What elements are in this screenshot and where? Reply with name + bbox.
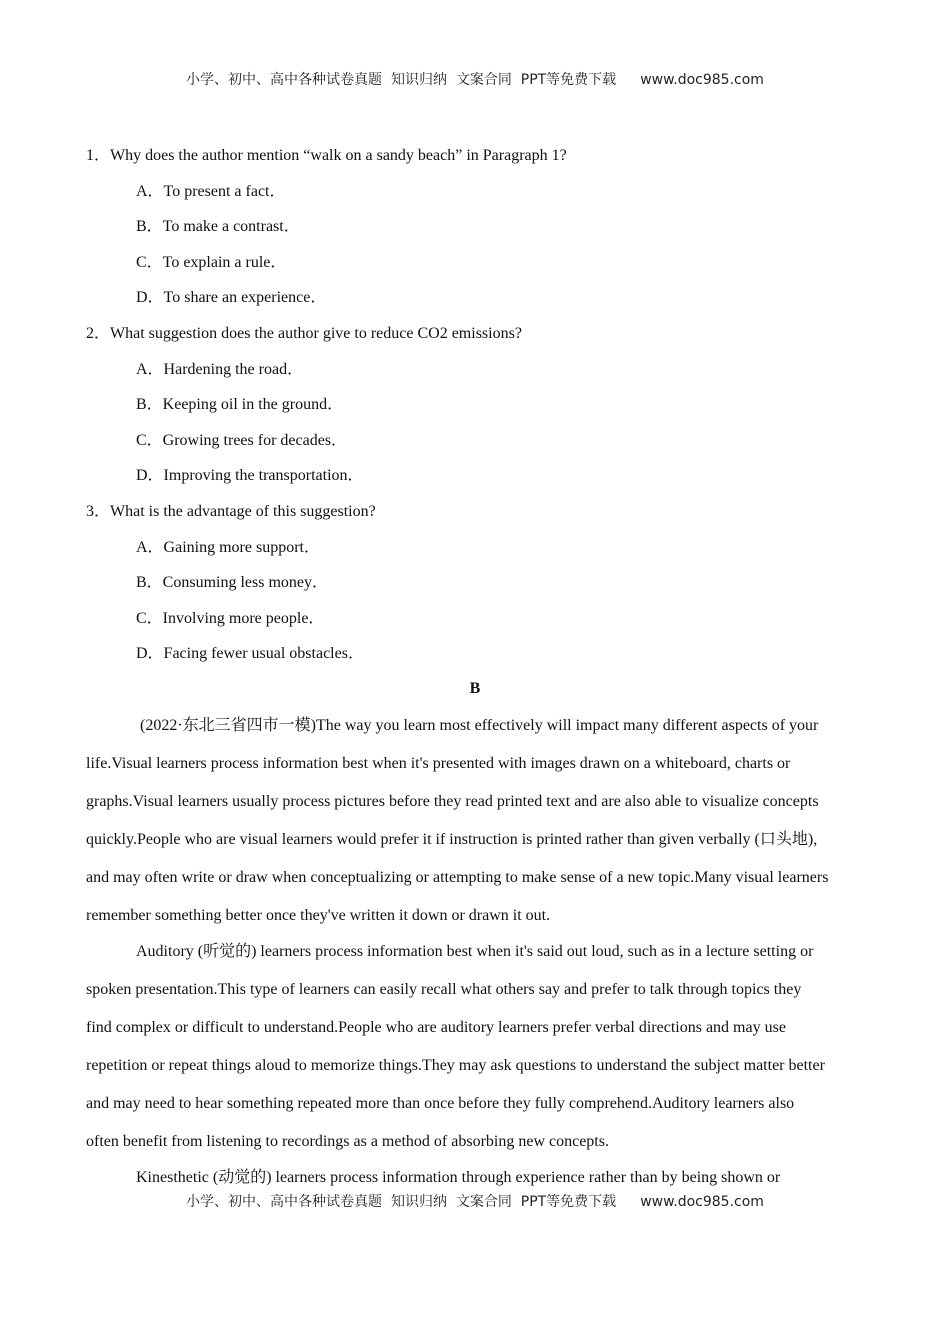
answer-option: D．Improving the transportation． [136, 467, 364, 485]
paragraph-line: and may often write or draw when conceptualizing or attempting to make sense of a new topic.Many visual learners [86, 869, 829, 886]
section-title: B [469, 680, 481, 697]
paragraph [86, 941, 886, 1167]
paragraph-line: Auditory (听觉的) learners process information best when it's said out loud, such as in a lecture setting or [136, 943, 814, 960]
paragraph-line: (2022·东北三省四市一模)The way you learn most effectively will impact many different aspects of your [140, 717, 819, 734]
paragraph-line: quickly.People who are visual learners would prefer it if instruction is printed rather than given verbally (口头地), [86, 831, 818, 848]
footer-url: www.doc985.com [640, 1194, 764, 1210]
paragraph-line: graphs.Visual learners usually process pictures before they read printed text and are also able to visualize concepts [86, 793, 819, 810]
paragraph-line: Kinesthetic (动觉的) learners process information through experience rather than by being shown or [136, 1169, 781, 1186]
paragraph-line: life.Visual learners process information best when it's presented with images drawn on a whiteboard, charts or [86, 755, 791, 772]
footer-text: 小学、初中、高中各种试卷真题 知识归纳 文案合同 PPT等免费下载 [186, 1194, 617, 1210]
answer-option: C．Growing trees for decades． [136, 431, 348, 449]
answer-option: D．To share an experience． [136, 289, 327, 307]
answer-option: A．Gaining more support． [136, 538, 320, 556]
paragraph-line: remember something better once they've written it down or drawn it out. [86, 907, 551, 924]
paragraph-line: repetition or repeat things aloud to memorize things.They may ask questions to understand the subject matter better [86, 1057, 825, 1074]
header-text: 小学、初中、高中各种试卷真题 知识归纳 文案合同 PPT等免费下载 [186, 72, 617, 88]
answer-option: C．Involving more people． [136, 609, 325, 627]
question-stem: 2．What suggestion does the author give to reduce CO2 emissions? [86, 324, 522, 342]
answer-option: A．Hardening the road． [136, 360, 304, 378]
answer-option: B．To make a contrast． [136, 218, 300, 236]
paragraph-line: often benefit from listening to recordings as a method of absorbing new concepts. [86, 1133, 609, 1150]
paragraph-line: spoken presentation.This type of learners can easily recall what others say and prefer to talk through topics they [86, 981, 802, 998]
header-url: www.doc985.com [640, 72, 764, 88]
answer-option: B．Consuming less money． [136, 574, 329, 592]
answer-option: B．Keeping oil in the ground． [136, 396, 344, 414]
reading-passage [86, 715, 886, 1203]
paragraph-line: find complex or difficult to understand.People who are auditory learners prefer verbal directions and may use [86, 1019, 786, 1036]
paragraph [86, 715, 886, 941]
question-stem: 3．What is the advantage of this suggestion? [86, 502, 376, 520]
answer-option: C．To explain a rule． [136, 253, 287, 271]
answer-option: A．To present a fact． [136, 182, 286, 200]
paragraph-line: and may need to hear something repeated more than once before they fully comprehend.Auditory learners also [86, 1095, 795, 1112]
answer-option: D．Facing fewer usual obstacles． [136, 645, 364, 663]
question-list [86, 145, 886, 679]
page-footer [0, 1191, 950, 1211]
page-header [0, 69, 950, 89]
question-stem: 1．Why does the author mention “walk on a sandy beach” in Paragraph 1? [86, 147, 567, 164]
